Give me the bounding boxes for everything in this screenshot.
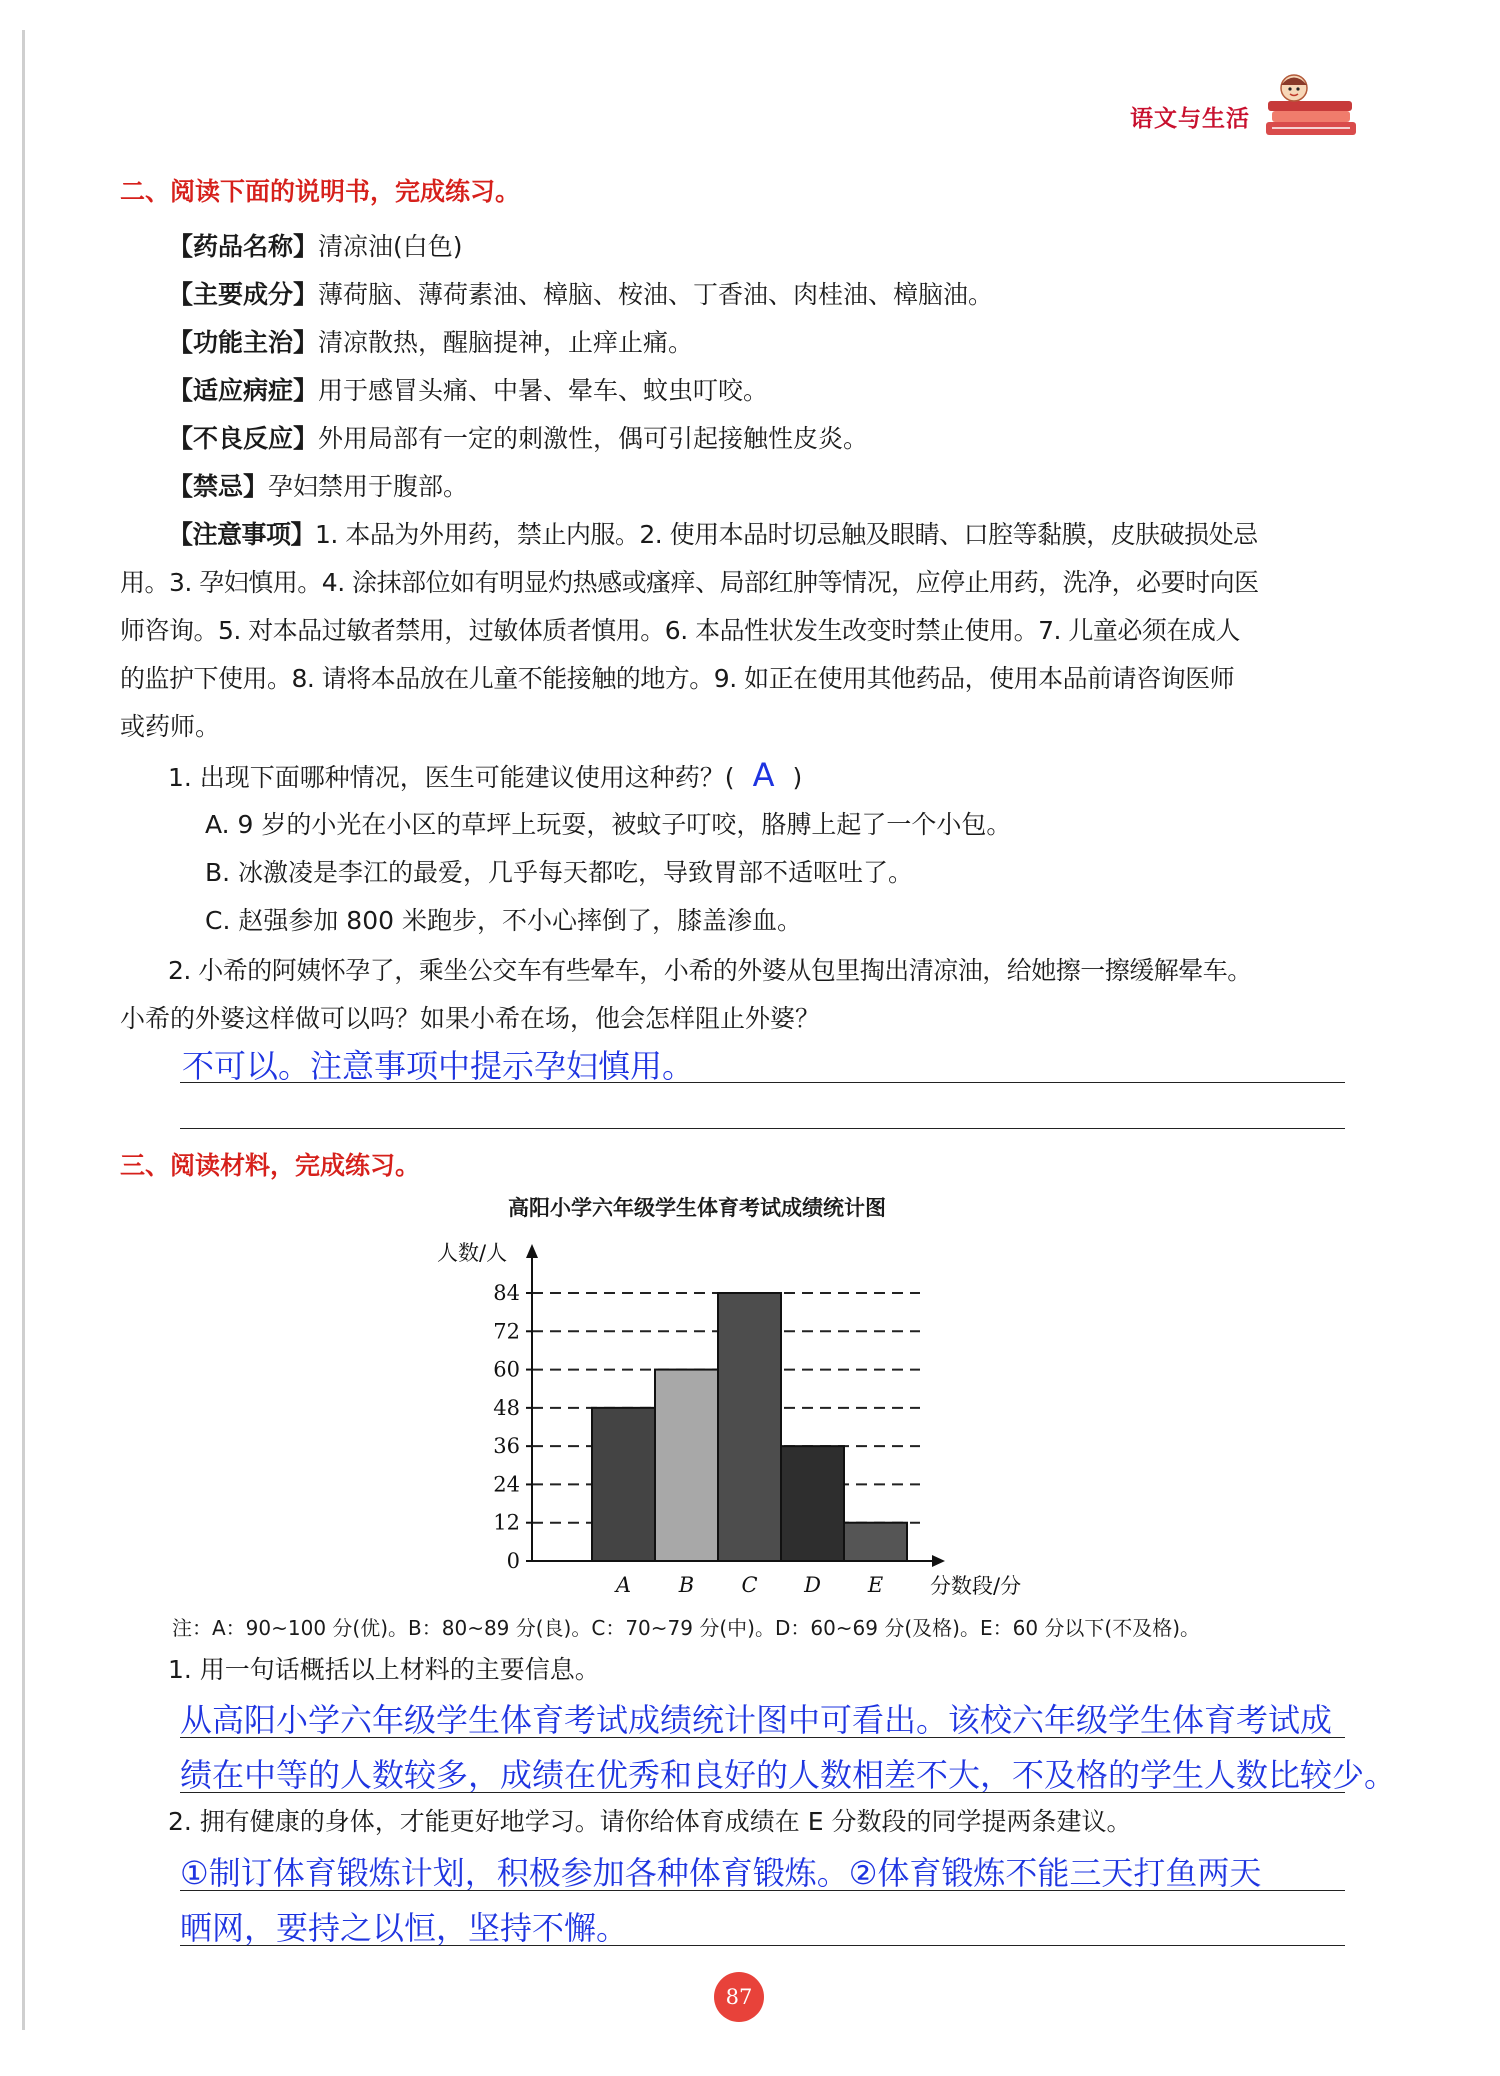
item-text: 清凉散热，醒脑提神，止痒止痛。 xyxy=(318,328,694,357)
x-category-label: E xyxy=(867,1573,884,1597)
handwritten-choice-answer: A xyxy=(752,756,775,794)
y-tick-label: 12 xyxy=(493,1510,520,1535)
answer-line xyxy=(180,1945,1345,1946)
y-tick-label: 48 xyxy=(493,1395,520,1420)
question-2-2-line-2: 小希的外婆这样做可以吗？如果小希在场，他会怎样阻止外婆？ xyxy=(120,1004,821,1033)
handwritten-answer-3-2-line-1: ①制订体育锻炼计划，积极参加各种体育锻炼。②体育锻炼不能三天打鱼两天 xyxy=(180,1854,1262,1892)
item-text: 孕妇禁用于腹部。 xyxy=(268,472,469,501)
section-3-title: 三、阅读材料，完成练习。 xyxy=(120,1151,421,1180)
notice-line-1 xyxy=(168,517,1398,553)
item-tag: 【禁忌】 xyxy=(168,472,269,501)
item-text: 薄荷脑、薄荷素油、樟脑、桉油、丁香油、肉桂油、樟脑油。 xyxy=(318,280,994,309)
header-title: 语文与生活 xyxy=(1130,106,1250,132)
item-text: 清凉油(白色) xyxy=(318,232,463,261)
option-b: B. 冰激凌是李江的最爱，几乎每天都吃，导致胃部不适呕吐了。 xyxy=(205,858,914,887)
answer-line xyxy=(180,1737,1345,1738)
bar-A xyxy=(592,1408,655,1561)
answer-line xyxy=(180,1792,1345,1793)
section-2-title: 二、阅读下面的说明书，完成练习。 xyxy=(120,177,521,206)
notice-text: 1. 本品为外用药，禁止内服。2. 使用本品时切忌触及眼睛、口腔等黏膜，皮肤破损处忌 xyxy=(315,520,1258,549)
chart-title: 高阳小学六年级学生体育考试成绩统计图 xyxy=(508,1196,886,1220)
question-3-2: 2. 拥有健康的身体，才能更好地学习。请你给体育成绩在 E 分数段的同学提两条建议。 xyxy=(168,1807,1132,1836)
books-mascot-icon xyxy=(1260,72,1365,147)
y-axis-arrow xyxy=(526,1244,538,1258)
y-tick-label: 84 xyxy=(493,1281,520,1305)
answer-line xyxy=(180,1128,1345,1129)
page-edge-line xyxy=(22,30,25,2030)
item-tag: 【药品名称】 xyxy=(168,232,319,261)
answer-line xyxy=(180,1890,1345,1891)
notice-tag: 【注意事项】 xyxy=(168,520,316,549)
handwritten-answer-3-1-line-1: 从高阳小学六年级学生体育考试成绩统计图中可看出。该校六年级学生体育考试成 xyxy=(180,1701,1333,1739)
bar-C xyxy=(718,1293,781,1561)
x-category-label: D xyxy=(804,1573,821,1597)
question-2-1 xyxy=(168,757,1398,796)
instruction-item-name xyxy=(168,229,1398,265)
page-header xyxy=(1130,72,1365,147)
x-axis-arrow xyxy=(932,1555,945,1567)
handwritten-answer-2-2: 不可以。注意事项中提示孕妇慎用。 xyxy=(182,1047,695,1085)
item-tag: 【不良反应】 xyxy=(168,424,319,453)
item-text: 用于感冒头痛、中暑、晕车、蚊虫叮咬。 xyxy=(318,376,769,405)
notice-line-2: 用。3. 孕妇慎用。4. 涂抹部位如有明显灼热感或瘙痒、局部红肿等情况，应停止用药，洗净，必要时向医 xyxy=(120,568,1259,597)
question-close-paren: ) xyxy=(792,763,803,792)
option-c: C. 赵强参加 800 米跑步，不小心摔倒了，膝盖渗血。 xyxy=(205,906,802,935)
y-tick-label: 60 xyxy=(493,1357,520,1382)
x-category-label: C xyxy=(741,1573,758,1597)
x-axis-title: 分数段/分 xyxy=(930,1574,1022,1598)
chart-note: 注：A：90~100 分(优)。B：80~89 分(良)。C：70~79 分(中)。D：60~69 分(及格)。E：60 分以下(不及格)。 xyxy=(172,1616,1201,1640)
y-tick-label: 0 xyxy=(506,1549,520,1573)
item-tag: 【适应病症】 xyxy=(168,376,319,405)
question-stem: 1. 出现下面哪种情况，医生可能建议使用这种药？( xyxy=(168,763,735,792)
question-2-2-line-1: 2. 小希的阿姨怀孕了，乘坐公交车有些晕车，小希的外婆从包里掏出清凉油，给她擦一擦缓解晕车。 xyxy=(168,956,1252,985)
y-tick-label: 36 xyxy=(493,1434,520,1459)
notice-line-4: 的监护下使用。8. 请将本品放在儿童不能接触的地方。9. 如正在使用其他药品，使用本品前请咨询医师 xyxy=(120,664,1235,693)
answer-line xyxy=(180,1082,1345,1083)
handwritten-answer-3-2-line-2: 晒网，要持之以恒，坚持不懈。 xyxy=(180,1909,629,1947)
y-tick-label: 24 xyxy=(493,1472,520,1497)
x-category-label: A xyxy=(615,1573,632,1597)
instruction-item-side-effects xyxy=(168,421,1398,457)
instruction-item-ingredients xyxy=(168,277,1398,313)
item-tag: 【功能主治】 xyxy=(168,328,319,357)
instruction-item-functions xyxy=(168,325,1398,361)
y-tick-label: 72 xyxy=(493,1319,520,1344)
y-axis-title: 人数/人 xyxy=(437,1241,508,1265)
question-3-1: 1. 用一句话概括以上材料的主要信息。 xyxy=(168,1655,600,1684)
notice-line-5: 或药师。 xyxy=(120,712,221,741)
bar-D xyxy=(781,1446,844,1561)
notice-line-3: 师咨询。5. 对本品过敏者禁用，过敏体质者慎用。6. 本品性状发生改变时禁止使用。7. 儿童必须在成人 xyxy=(120,616,1240,645)
instruction-item-contraindications xyxy=(168,469,1398,505)
option-a: A. 9 岁的小光在小区的草坪上玩耍，被蚊子叮咬，胳膊上起了一个小包。 xyxy=(205,810,1012,839)
x-category-label: B xyxy=(678,1573,695,1597)
page-number: 87 xyxy=(714,1972,764,2022)
item-text: 外用局部有一定的刺激性，偶可引起接触性皮炎。 xyxy=(318,424,869,453)
bar-E xyxy=(844,1523,907,1561)
bar-B xyxy=(655,1370,718,1561)
instruction-item-indications xyxy=(168,373,1398,409)
item-tag: 【主要成分】 xyxy=(168,280,319,309)
handwritten-answer-3-1-line-2: 绩在中等的人数较多，成绩在优秀和良好的人数相差不大，不及格的学生人数比较少。 xyxy=(180,1756,1397,1794)
